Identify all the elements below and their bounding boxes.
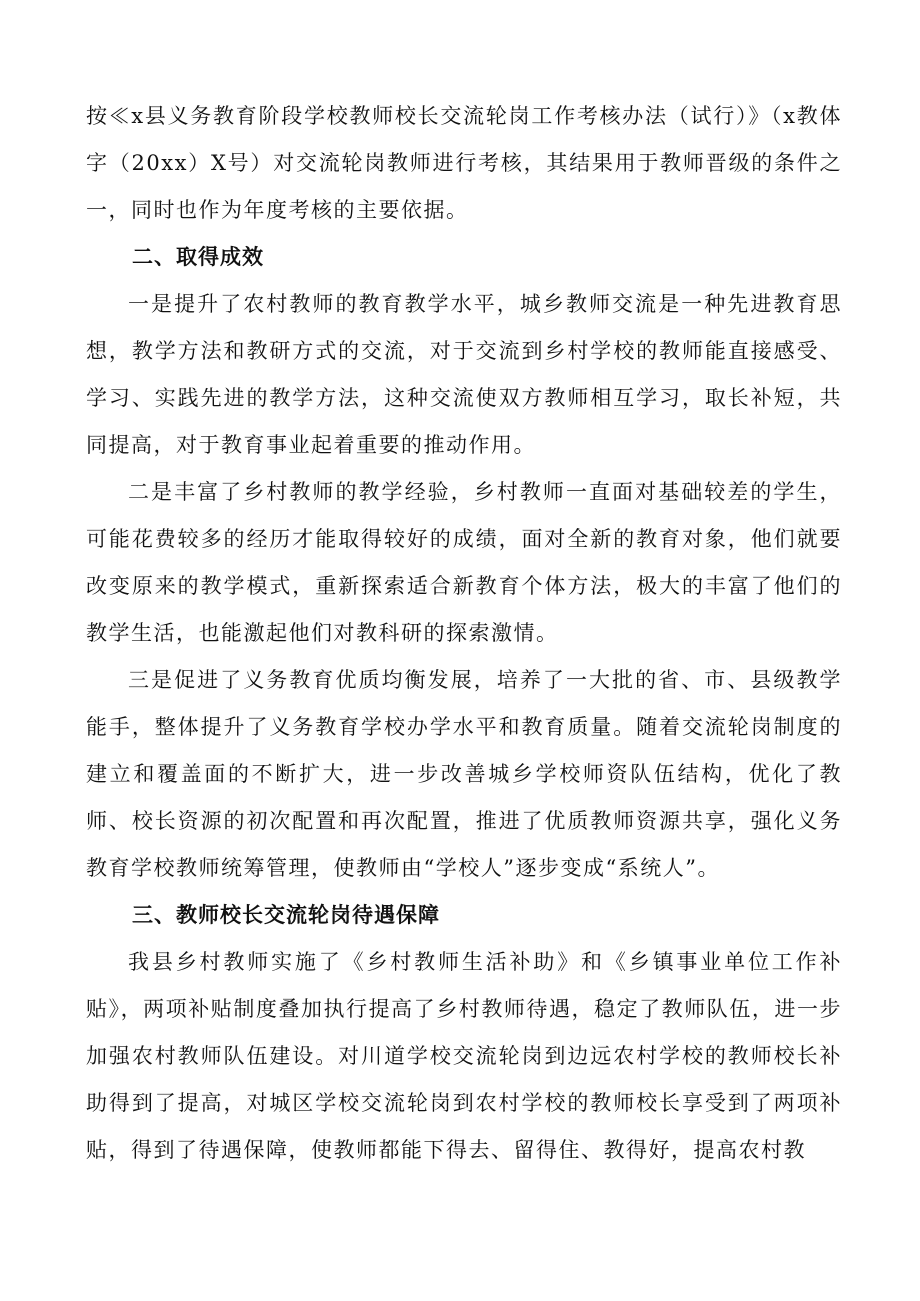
document-body	[86, 93, 842, 1174]
paragraph-subsidies: 我县乡村教师实施了《乡村教师生活补助》和《乡镇事业单位工作补贴》，两项补贴制度叠加执行提高了乡村教师待遇，稳定了教师队伍，进一步加强农村教师队伍建设。对川道学校交流轮岗到边远农村学校的教师校长补助得到了提高，对城区学校交流轮岗到农村学校的教师校长享受到了两项补贴，得到了待遇保障，使教师都能下得去、留得住、教得好，提高农村教	[86, 950, 842, 1162]
section-heading-treatment-guarantee: 三、教师校长交流轮岗待遇保障	[132, 903, 440, 927]
paragraph-achievement-three: 三是促进了义务教育优质均衡发展，培养了一大批的省、市、县级教学能手，整体提升了义务教育学校办学水平和教育质量。随着交流轮岗制度的建立和覆盖面的不断扩大，进一步改善城乡学校师资队伍结构，优化了教师、校长资源的初次配置和再次配置，推进了优质教师资源共享，强化义务教育学校教师统筹管理，使教师由“学校人”逐步变成“系统人”。	[86, 668, 842, 880]
paragraph-achievement-one: 一是提升了农村教师的教育教学水平，城乡教师交流是一种先进教育思想，教学方法和教研方式的交流，对于交流到乡村学校的教师能直接感受、学习、实践先进的教学方法，这种交流使双方教师相互学习，取长补短，共同提高，对于教育事业起着重要的推动作用。	[86, 292, 842, 457]
section-heading-achievements: 二、取得成效	[132, 245, 264, 269]
paragraph-achievement-two: 二是丰富了乡村教师的教学经验，乡村教师一直面对基础较差的学生，可能花费较多的经历才能取得较好的成绩，面对全新的教育对象，他们就要改变原来的教学模式，重新探索适合新教育个体方法，极大的丰富了他们的教学生活，也能激起他们对教科研的探索激情。	[86, 480, 842, 645]
paragraph-assessment-method: 按≪x县义务教育阶段学校教师校长交流轮岗工作考核办法（试行）》（x教体字（20xx）X号）对交流轮岗教师进行考核，其结果用于教师晋级的条件之一，同时也作为年度考核的主要依据。	[86, 104, 842, 222]
